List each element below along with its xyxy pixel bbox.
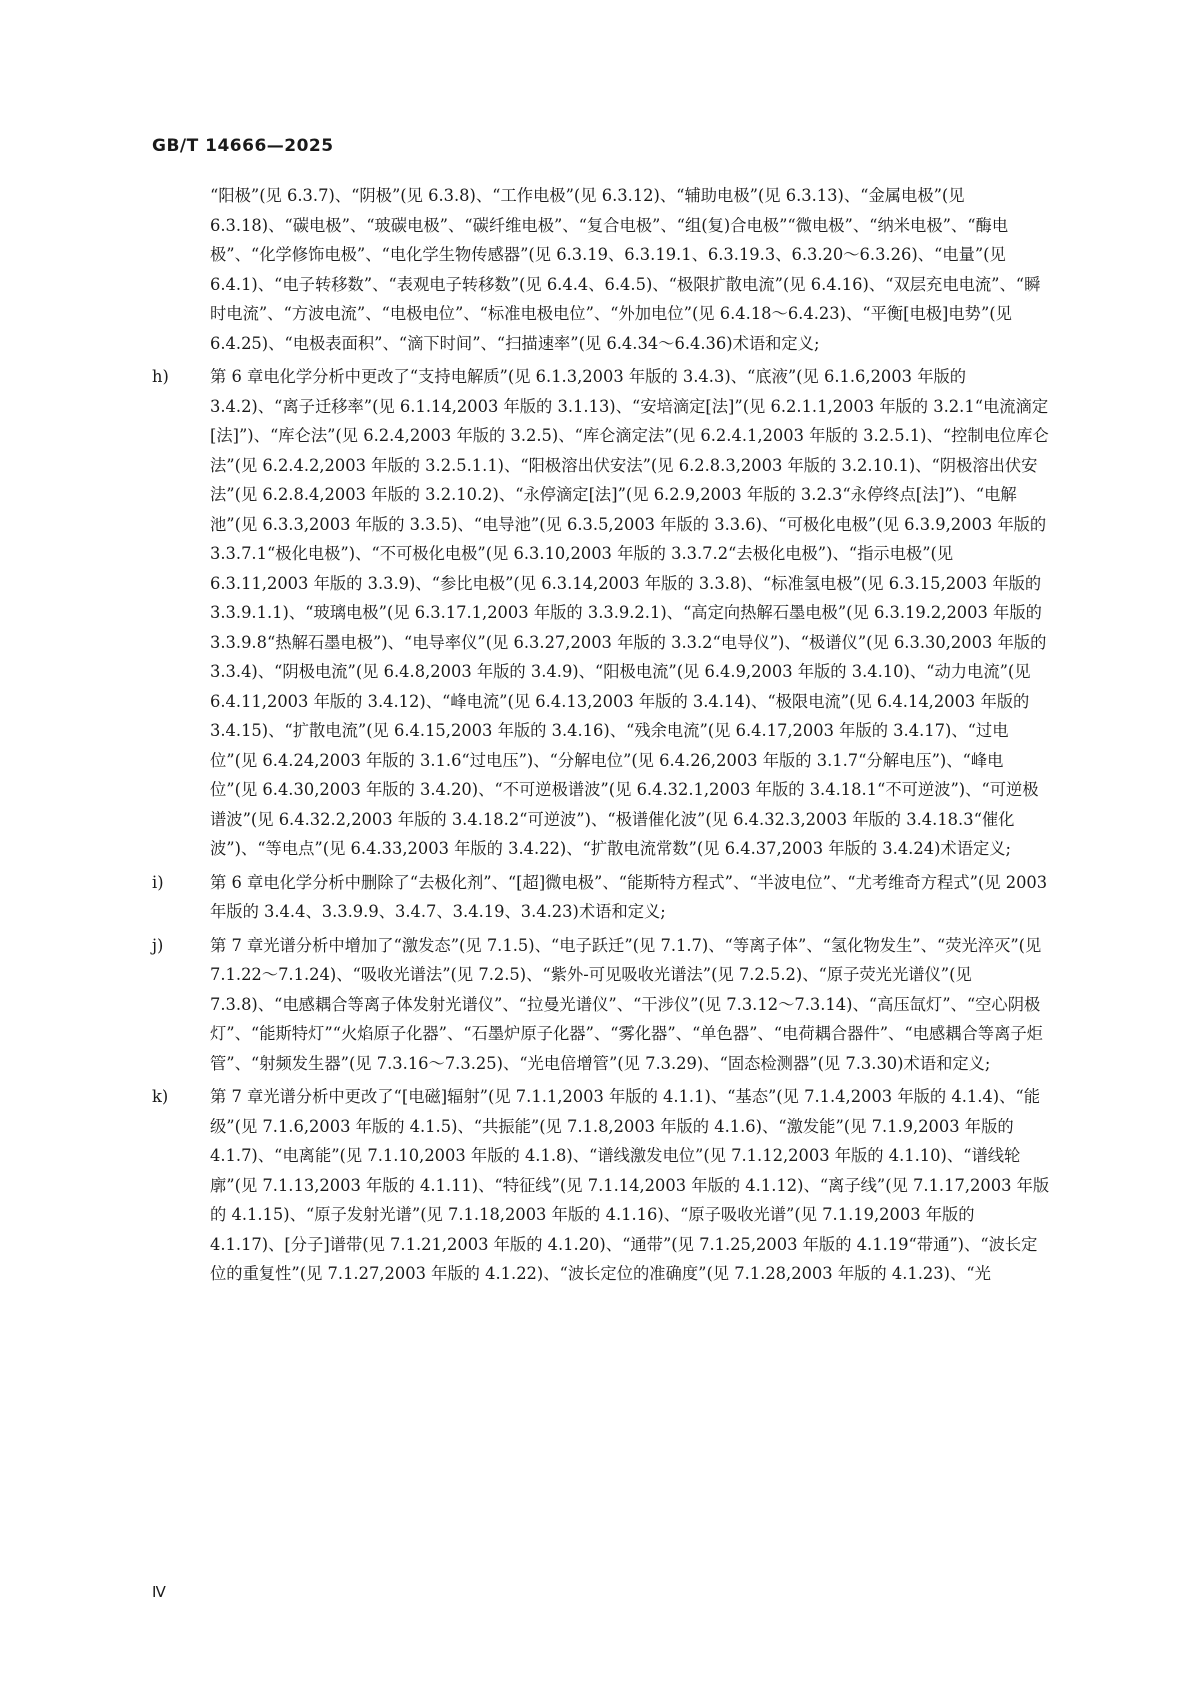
list-item-k [152,1082,1050,1289]
list-item-j [152,931,1050,1079]
list-item-text: 第 6 章电化学分析中更改了“支持电解质”(见 6.1.3,2003 年版的 3.4.3)、“底液”(见 6.1.6,2003 年版的 3.4.2)、“离子迁移率”(见 6.1.14,2003 年版的 3.1.13)、“安培滴定[法]”(见 6.2.1.1,2003 年版的 3.2.1“电流滴定[法]”)、“库仑法”(见 6.2.4,2003 年版的 3.2.5)、“库仑滴定法”(见 6.2.4.1,2003 年版的 3.2.5.1)、“控制电位库仑法”(见 6.2.4.2,2003 年版的 3.2.5.1.1)、“阳极溶出伏安法”(见 6.2.8.3,2003 年版的 3.2.10.1)、“阴极溶出伏安法”(见 6.2.8.4,2003 年版的 3.2.10.2)、“永停滴定[法]”(见 6.2.9,2003 年版的 3.2.3“永停终点[法]”)、“电解池”(见 6.3.3,2003 年版的 3.3.5)、“电导池”(见 6.3.5,2003 年版的 3.3.6)、“可极化电极”(见 6.3.9,2003 年版的 3.3.7.1“极化电极”)、“不可极化电极”(见 6.3.10,2003 年版的 3.3.7.2“去极化电极”)、“指示电极”(见 6.3.11,2003 年版的 3.3.9)、“参比电极”(见 6.3.14,2003 年版的 3.3.8)、“标准氢电极”(见 6.3.15,2003 年版的 3.3.9.1.1)、“玻璃电极”(见 6.3.17.1,2003 年版的 3.3.9.2.1)、“高定向热解石墨电极”(见 6.3.19.2,2003 年版的 3.3.9.8“热解石墨电极”)、“电导率仪”(见 6.3.27,2003 年版的 3.3.2“电导仪”)、“极谱仪”(见 6.3.30,2003 年版的 3.3.4)、“阴极电流”(见 6.4.8,2003 年版的 3.4.9)、“阳极电流”(见 6.4.9,2003 年版的 3.4.10)、“动力电流”(见 6.4.11,2003 年版的 3.4.12)、“峰电流”(见 6.4.13,2003 年版的 3.4.14)、“极限电流”(见 6.4.14,2003 年版的 3.4.15)、“扩散电流”(见 6.4.15,2003 年版的 3.4.16)、“残余电流”(见 6.4.17,2003 年版的 3.4.17)、“过电位”(见 6.4.24,2003 年版的 3.1.6“过电压”)、“分解电位”(见 6.4.26,2003 年版的 3.1.7“分解电压”)、“峰电位”(见 6.4.30,2003 年版的 3.4.20)、“不可逆极谱波”(见 6.4.32.1,2003 年版的 3.4.18.1“不可逆波”)、“可逆极谱波”(见 6.4.32.2,2003 年版的 3.4.18.2“可逆波”)、“极谱催化波”(见 6.4.32.3,2003 年版的 3.4.18.3“催化波”)、“等电点”(见 6.4.33,2003 年版的 3.4.22)、“扩散电流常数”(见 6.4.37,2003 年版的 3.4.24)术语定义; [210,367,1049,858]
list-item-text: 第 6 章电化学分析中删除了“去极化剂”、“[超]微电极”、“能斯特方程式”、“半波电位”、“尤考维奇方程式”(见 2003 年版的 3.4.4、3.3.9.9、3.4.7、3.4.19、3.4.23)术语和定义; [210,872,1048,921]
list-item-text: 第 7 章光谱分析中更改了“[电磁]辐射”(见 7.1.1,2003 年版的 4.1.1)、“基态”(见 7.1.4,2003 年版的 4.1.4)、“能级”(见 7.1.6,2003 年版的 4.1.5)、“共振能”(见 7.1.8,2003 年版的 4.1.6)、“激发能”(见 7.1.9,2003 年版的 4.1.7)、“电离能”(见 7.1.10,2003 年版的 4.1.8)、“谱线激发电位”(见 7.1.12,2003 年版的 4.1.10)、“谱线轮廓”(见 7.1.13,2003 年版的 4.1.11)、“特征线”(见 7.1.14,2003 年版的 4.1.12)、“离子线”(见 7.1.17,2003 年版的 4.1.15)、“原子发射光谱”(见 7.1.18,2003 年版的 4.1.16)、“原子吸收光谱”(见 7.1.19,2003 年版的 4.1.17)、[分子]谱带(见 7.1.21,2003 年版的 4.1.20)、“通带”(见 7.1.25,2003 年版的 4.1.19“带通”)、“波长定位的重复性”(见 7.1.27,2003 年版的 4.1.22)、“波长定位的准确度”(见 7.1.28,2003 年版的 4.1.23)、“光 [210,1087,1050,1283]
list-item-marker: h) [152,367,169,386]
list-item-marker: i) [152,872,164,892]
list-item-h [152,362,1050,864]
list-item-marker: j) [152,935,164,955]
document-code-header: GB/T 14666—2025 [152,136,334,156]
page-number: Ⅳ [152,1585,166,1601]
list-item-text: 第 7 章光谱分析中增加了“激发态”(见 7.1.5)、“电子跃迁”(见 7.1.7)、“等离子体”、“氢化物发生”、“荧光淬灭”(见 7.1.22～7.1.24)、“吸收光谱法”(见 7.2.5)、“紫外-可见吸收光谱法”(见 7.2.5.2)、“原子荧光光谱仪”(见 7.3.8)、“电感耦合等离子体发射光谱仪”、“拉曼光谱仪”、“干涉仪”(见 7.3.12～7.3.14)、“高压氙灯”、“空心阴极灯”、“能斯特灯”“火焰原子化器”、“石墨炉原子化器”、“雾化器”、“单色器”、“电荷耦合器件”、“电感耦合等离子炬管”、“射频发生器”(见 7.3.16～7.3.25)、“光电倍增管”(见 7.3.29)、“固态检测器”(见 7.3.30)术语和定义; [210,935,1043,1073]
continued-item-text: “阳极”(见 6.3.7)、“阴极”(见 6.3.8)、“工作电极”(见 6.3.12)、“辅助电极”(见 6.3.13)、“金属电极”(见 6.3.18)、“碳电极”、“玻碳电极”、“碳纤维电极”、“复合电极”、“组(复)合电极”“微电极”、“纳米电极”、“酶电极”、“化学修饰电极”、“电化学生物传感器”(见 6.3.19、6.3.19.1、6.3.19.3、6.3.20～6.3.26)、“电量”(见 6.4.1)、“电子转移数”、“表观电子转移数”(见 6.4.4、6.4.5)、“极限扩散电流”(见 6.4.16)、“双层充电电流”、“瞬时电流”、“方波电流”、“电极电位”、“标准电极电位”、“外加电位”(见 6.4.18～6.4.23)、“平衡[电极]电势”(见 6.4.25)、“电极表面积”、“滴下时间”、“扫描速率”(见 6.4.34～6.4.36)术语和定义; [210,186,1041,353]
list-item-marker: k) [152,1087,169,1106]
foreword-changes-list [152,181,1050,1289]
list-item-i [152,868,1050,927]
